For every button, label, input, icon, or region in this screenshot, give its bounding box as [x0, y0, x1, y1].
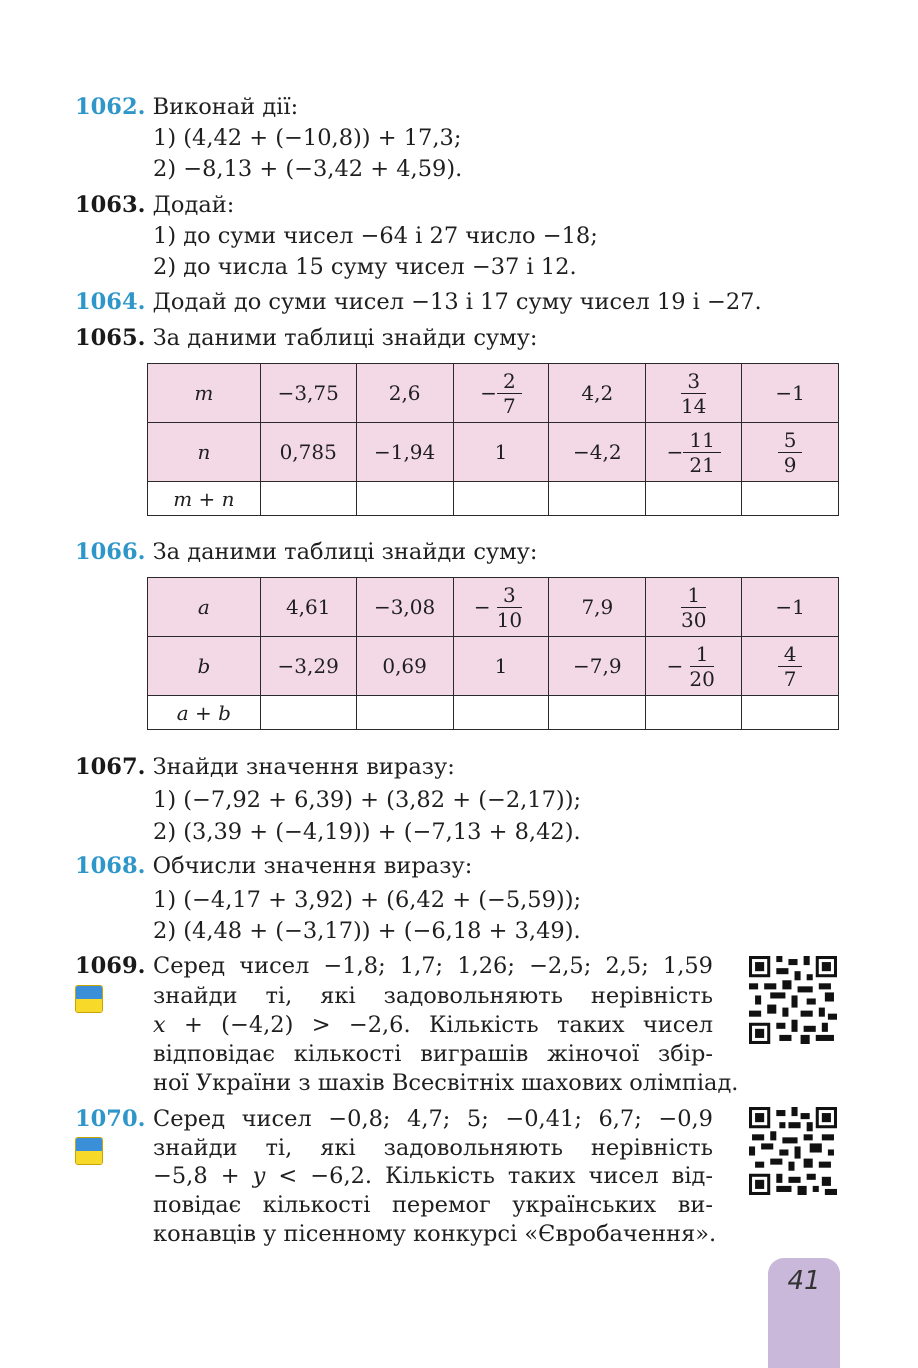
task-1070-line-1: Серед чисел −0,8; 4,7; 5; −0,41; 6,7; −0,9	[153, 1106, 713, 1132]
task-number: 1067.	[75, 754, 146, 780]
table-cell	[453, 578, 549, 637]
denominator: 14	[680, 393, 707, 418]
qr-code-icon[interactable]	[749, 1107, 837, 1195]
task-1063-item-2: 2) до числа 15 суму чисел −37 і 12.	[153, 254, 577, 280]
task-title: Обчисли значення виразу:	[152, 853, 473, 879]
task-title: Виконай дії:	[152, 94, 299, 120]
table-cell: −3,75	[260, 364, 356, 423]
empty-cell	[260, 696, 356, 730]
denominator: 21	[689, 452, 715, 477]
ukraine-flag-icon	[75, 985, 103, 1013]
task-number-1069	[75, 951, 145, 981]
task-text: Додай до суми чисел −13 і 17 суму чисел 19 і −27.	[152, 289, 762, 315]
row-label: m + n	[148, 482, 261, 516]
numerator: 2	[497, 369, 522, 394]
minus-sign: −	[666, 440, 684, 464]
table-cell: 2,6	[356, 364, 453, 423]
table-cell	[453, 364, 549, 423]
task-1068-item-1: 1) (−4,17 + 3,92) + (6,42 + (−5,59));	[153, 887, 582, 913]
numerator: 3	[497, 583, 522, 608]
row-label: m	[148, 364, 261, 423]
table-1065	[147, 363, 839, 516]
task-title: За даними таблиці знайди суму:	[152, 325, 538, 351]
task-1063-item-1: 1) до суми чисел −64 і 27 число −18;	[153, 223, 598, 249]
page-number: 41	[787, 1266, 821, 1296]
task-number: 1065.	[75, 325, 146, 351]
table-row	[148, 423, 839, 482]
numerator: 1	[681, 583, 706, 608]
empty-cell	[742, 482, 839, 516]
fraction	[683, 428, 720, 477]
minus-sign: −	[473, 595, 491, 619]
task-number-1070	[75, 1104, 145, 1134]
task-1069-line-5: ної України з шахів Всесвітніх шахових олімпіад.	[153, 1070, 739, 1096]
task-1062-item-1: 1) (4,42 + (−10,8)) + 17,3;	[153, 125, 462, 151]
task-title: Додай:	[152, 192, 235, 218]
fraction	[778, 642, 803, 691]
variable-y: y	[252, 1163, 266, 1189]
table-cell	[742, 637, 839, 696]
variable-x: x	[153, 1012, 166, 1038]
task-1068-item-2: 2) (4,48 + (−3,17)) + (−6,18 + 3,49).	[153, 918, 581, 944]
table-cell: 4,61	[260, 578, 356, 637]
table-1066	[147, 577, 839, 730]
task-number: 1063.	[75, 192, 146, 218]
task-number: 1068.	[75, 853, 146, 879]
table-cell	[646, 364, 742, 423]
task-1070-line-3	[153, 1161, 713, 1191]
empty-cell	[356, 696, 453, 730]
task-1064-line	[75, 287, 762, 317]
fraction	[683, 642, 720, 691]
minus-sign: −	[666, 654, 684, 678]
task-1066-title-line	[75, 537, 537, 567]
denominator: 7	[783, 666, 797, 691]
task-1063-title-line	[75, 190, 234, 220]
task-1070-line-4: повідає кількості перемог українських ви-	[153, 1192, 713, 1218]
task-1067-title-line	[75, 752, 455, 782]
task-number: 1069.	[75, 953, 146, 979]
numerator: 11	[683, 428, 720, 453]
denominator: 9	[783, 452, 797, 477]
line-text: −5,8 +	[153, 1163, 253, 1189]
task-title: За даними таблиці знайди суму:	[152, 539, 538, 565]
task-1069-line-2: знайди ті, які задовольняють нерівність	[153, 983, 713, 1009]
qr-code-icon[interactable]	[749, 956, 837, 1044]
minus-sign: −	[480, 381, 497, 405]
empty-cell	[549, 696, 646, 730]
table-cell: −4,2	[549, 423, 646, 482]
task-1068-title-line	[75, 851, 472, 881]
task-1067-item-1: 1) (−7,92 + 6,39) + (3,82 + (−2,17));	[153, 787, 582, 813]
fraction	[778, 428, 803, 477]
line-text: < −6,2. Кількість таких чисел від-	[265, 1163, 713, 1189]
fraction	[497, 369, 522, 418]
task-1062-item-2: 2) −8,13 + (−3,42 + 4,59).	[153, 156, 463, 182]
task-1065-title-line	[75, 323, 537, 353]
empty-cell	[549, 482, 646, 516]
table-row	[148, 637, 839, 696]
numerator: 5	[778, 428, 803, 453]
task-number: 1062.	[75, 94, 146, 120]
numerator: 1	[690, 642, 715, 667]
table-cell: −3,08	[356, 578, 453, 637]
table-cell: −7,9	[549, 637, 646, 696]
row-label: b	[148, 637, 261, 696]
ukraine-flag-icon	[75, 1137, 103, 1165]
empty-cell	[646, 482, 742, 516]
task-1069-line-4: відповідає кількості виграшів жіночої збір-	[153, 1041, 713, 1067]
row-label: a	[148, 578, 261, 637]
denominator: 20	[689, 666, 715, 691]
denominator: 7	[503, 393, 516, 418]
table-cell: 4,2	[549, 364, 646, 423]
table-cell	[646, 578, 742, 637]
task-1070-line-2: знайди ті, які задовольняють нерівність	[153, 1135, 713, 1161]
numerator: 4	[778, 642, 803, 667]
table-cell	[646, 637, 742, 696]
task-number: 1066.	[75, 539, 146, 565]
empty-cell	[646, 696, 742, 730]
empty-cell	[453, 696, 549, 730]
task-1069-line-1: Серед чисел −1,8; 1,7; 1,26; −2,5; 2,5; 1,59	[153, 953, 713, 979]
table-cell: 7,9	[549, 578, 646, 637]
table-cell: 1	[453, 423, 549, 482]
table-cell: −1	[742, 364, 839, 423]
denominator: 30	[680, 607, 707, 632]
table-row	[148, 364, 839, 423]
task-title: Знайди значення виразу:	[152, 754, 455, 780]
table-cell: 0,785	[260, 423, 356, 482]
table-cell: −3,29	[260, 637, 356, 696]
task-number: 1070.	[75, 1106, 146, 1132]
table-cell: 1	[453, 637, 549, 696]
task-1070-line-5: конавців у пісенному конкурсі «Євробачення».	[153, 1221, 717, 1247]
table-cell: 0,69	[356, 637, 453, 696]
fraction	[675, 369, 712, 418]
table-cell: −1,94	[356, 423, 453, 482]
denominator: 10	[496, 607, 523, 632]
row-label: n	[148, 423, 261, 482]
empty-cell	[453, 482, 549, 516]
task-1062-title-line	[75, 92, 298, 122]
table-cell	[646, 423, 742, 482]
task-1067-item-2: 2) (3,39 + (−4,19)) + (−7,13 + 8,42).	[153, 819, 581, 845]
row-label: a + b	[148, 696, 261, 730]
table-cell: −1	[742, 578, 839, 637]
table-cell	[742, 423, 839, 482]
numerator: 3	[681, 369, 706, 394]
table-row	[148, 696, 839, 730]
empty-cell	[742, 696, 839, 730]
table-row	[148, 482, 839, 516]
empty-cell	[356, 482, 453, 516]
line-text: + (−4,2) > −2,6. Кількість таких чисел	[165, 1012, 713, 1038]
fraction	[675, 583, 712, 632]
task-number: 1064.	[75, 289, 146, 315]
task-1069-line-3	[153, 1010, 713, 1040]
empty-cell	[260, 482, 356, 516]
table-row	[148, 578, 839, 637]
fraction	[491, 583, 528, 632]
